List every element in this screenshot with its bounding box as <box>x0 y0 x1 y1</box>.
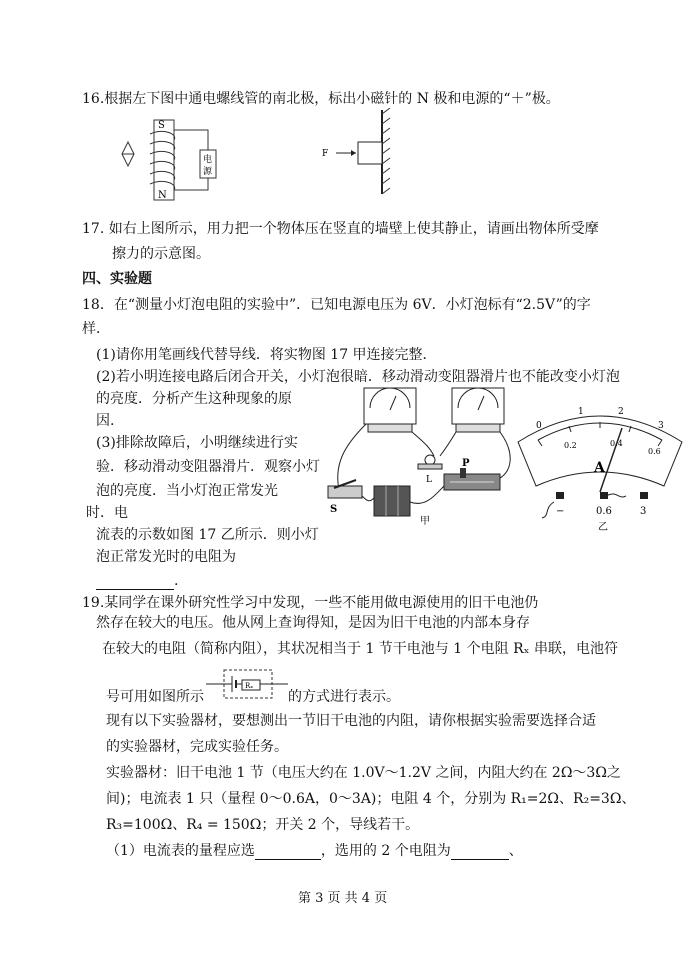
terminal-06-label: 0.6 <box>596 506 612 517</box>
terminal-minus-label: − <box>556 506 565 517</box>
q19-line3: 在较大的电阻（简称内阻），其状况相当于 1 节干电池与 1 个电阻 Rₓ 串联，电池符 <box>102 641 618 657</box>
bulb-label: L <box>426 475 432 485</box>
q18-answer-blank[interactable] <box>96 575 174 590</box>
q18-part2-b: 的亮度．分析产生这种现象的原 <box>96 391 292 407</box>
terminal-3 <box>640 492 648 499</box>
page-footer: 第 3 页 共 4 页 <box>298 891 388 906</box>
n-pole-label: N <box>158 190 167 201</box>
s-pole-label: S <box>158 120 165 131</box>
scale-02: 0.2 <box>564 441 577 450</box>
q18-line1: 18．在“测量小灯泡电阻的实验中”．已知电源电压为 6V．小灯泡标有“2.5V”的字 <box>82 297 591 313</box>
q17-line2: 擦力的示意图。 <box>112 246 210 262</box>
q18-answer-line <box>96 572 178 590</box>
q19-line1: 19.某同学在课外研究性学习中发现，一些不能用做电源使用的旧干电池仍 <box>82 595 539 611</box>
q19-line4b: 的方式进行表示。 <box>288 689 400 705</box>
scale-1: 1 <box>578 407 584 417</box>
battery-symbol-figure <box>206 668 288 702</box>
switch-label: S <box>330 504 338 515</box>
q18-part3-b: 验．移动滑动变阻器滑片．观察小灯 <box>96 459 320 475</box>
power-label-2: 源 <box>203 167 213 177</box>
q19-line9: R₃=100Ω、R₄ = 150Ω；开关 2 个，导线若干。 <box>106 817 420 833</box>
q18-part3-d: 时．电 <box>86 505 128 521</box>
section-heading: 四、实验题 <box>82 271 152 287</box>
q19-part1-text-a: （1）电流表的量程应选 <box>106 843 255 859</box>
q19-line6: 的实验器材，完成实验任务。 <box>106 739 288 755</box>
rx-label: Rₓ <box>245 682 254 690</box>
q16-text: 16.根据左下图中通电螺线管的南北极，标出小磁针的 N 极和电源的“＋”极。 <box>82 91 560 107</box>
ammeter-dial-figure <box>514 396 686 536</box>
q19-line8: 间)；电流表 1 只（量程 0～0.6A，0～3A)；电阻 4 个，分别为 R₁=2Ω、R₂=3Ω、 <box>106 791 636 807</box>
power-label-1: 电 <box>203 155 213 165</box>
q19-part1-text-c: 、 <box>508 843 523 859</box>
switch <box>328 486 362 498</box>
range-blank[interactable] <box>255 845 321 860</box>
q18-part2-c: 因. <box>96 413 115 429</box>
scale-0: 0 <box>536 421 542 431</box>
q18-part3-c: 泡的亮度．当小灯泡正常发光 <box>96 483 278 499</box>
block <box>358 142 382 164</box>
terminal-3-label: 3 <box>640 506 647 517</box>
q17-line1: 17. 如右上图所示，用力把一个物体压在竖直的墙壁上使其静止，请画出物体所受摩 <box>82 221 599 237</box>
circuit-figure <box>326 384 524 534</box>
meter-a-label: A <box>594 460 605 476</box>
q18-part3-e: 流表的示数如图 17 乙所示．则小灯 <box>96 527 319 543</box>
q19-part1-text-b: ，选用的 2 个电阻为 <box>320 843 451 859</box>
q19-line4a: 号可用如图所示 <box>106 689 204 705</box>
battery-pack <box>374 486 410 516</box>
scale-04: 0.4 <box>610 439 623 448</box>
q18-line2: 样． <box>82 321 110 337</box>
q19-line2: 然存在较大的电压。他从网上查询得知，是因为旧干电池的内部本身存 <box>96 615 530 631</box>
resistor-blank[interactable] <box>451 845 509 860</box>
q19-part1 <box>106 842 523 860</box>
figure-yi-label: 乙 <box>598 522 608 533</box>
solenoid-figure <box>112 114 232 206</box>
q18-part1: (1)请你用笔画线代替导线．将实物图 17 甲连接完整． <box>96 347 437 363</box>
force-label: F <box>322 149 329 159</box>
wall-block-figure <box>318 108 398 198</box>
q18-part3-f: 泡正常发光时的电阻为 <box>96 549 236 565</box>
ammeter <box>452 388 504 424</box>
q18-period: . <box>174 573 179 589</box>
scale-06: 0.6 <box>648 447 661 456</box>
slider-label: P <box>462 458 470 469</box>
scale-2: 2 <box>618 407 624 417</box>
q18-part2-a: (2)若小明连接电路后闭合开关，小灯泡很暗．移动滑动变阻器滑片也不能改变小灯泡 <box>96 369 620 385</box>
figure-jia-label: 甲 <box>420 516 430 527</box>
voltmeter <box>364 388 416 424</box>
q19-line5: 现有以下实验器材，要想测出一节旧干电池的内阻，请你根据实验需要选择合适 <box>106 713 596 729</box>
q18-part3-a: (3)排除故障后，小明继续进行实 <box>96 435 298 451</box>
q19-line7: 实验器材：旧干电池 1 节（电压大约在 1.0V～1.2V 之间，内阻大约在 2Ω～3Ω之 <box>106 765 621 781</box>
terminal-minus <box>556 492 564 499</box>
scale-3: 3 <box>658 421 664 431</box>
